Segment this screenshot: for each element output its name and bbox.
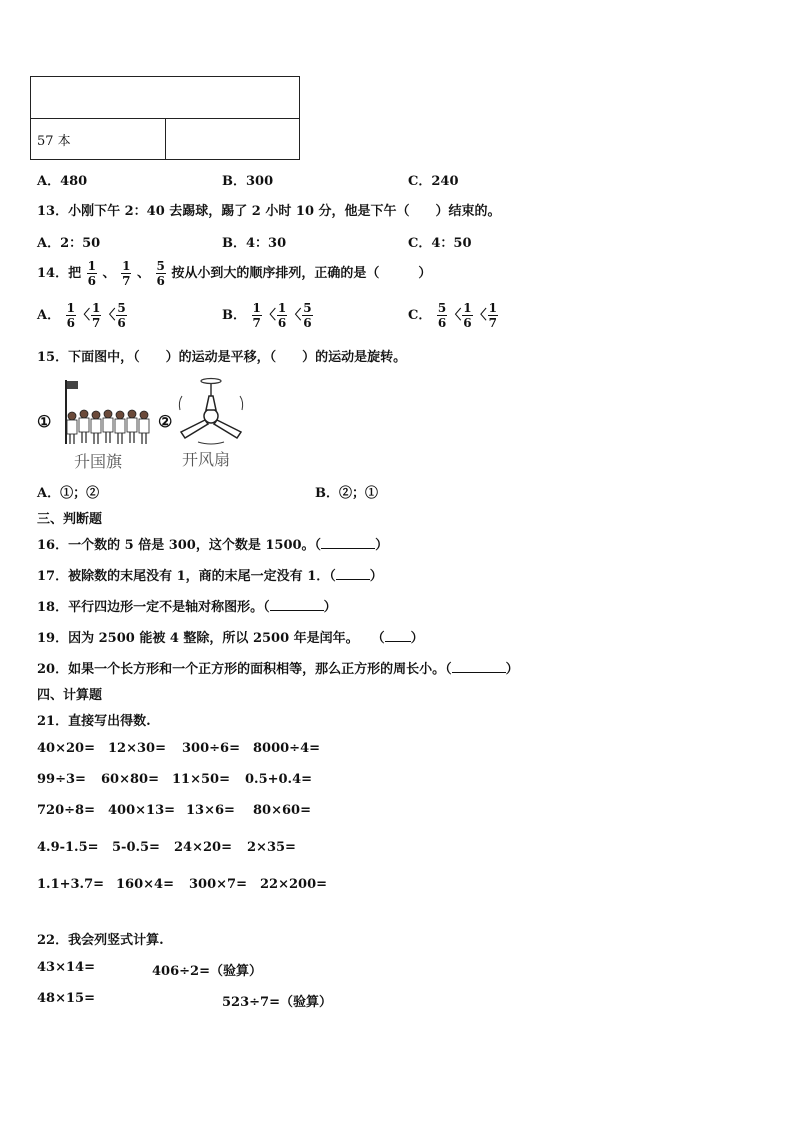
image-1-number: ① (37, 412, 52, 431)
q13-question: 13．小刚下午 2：40 去踢球，踢了 2 小时 10 分，他是下午（ ）结束的。 (37, 204, 501, 219)
q20-statement: 20．如果一个长方形和一个正方形的面积相等，那么正方形的周长小。（ ） (37, 662, 519, 677)
q18-statement: 18．平行四边形一定不是轴对称图形。（ ） (37, 600, 337, 615)
q14-option-b: B． $\frac{1}{7}$ 〈 $\frac{1}{6}$ 〈 $\frac{5}{6}$ (222, 301, 312, 330)
calc-item: 720÷8= (37, 803, 95, 818)
separator: 、 (102, 266, 116, 281)
q21-title: 21．直接写出得数. (37, 714, 151, 729)
calc-item: 40×20= (37, 741, 95, 756)
q12-option-b: B．300 (222, 174, 274, 189)
section-3-heading: 三、判断题 (37, 512, 103, 527)
calc-item: 406÷2=（验算） (152, 964, 262, 979)
calc-item: 24×20= (174, 840, 232, 855)
top-table (30, 76, 300, 160)
q17-statement: 17．被除数的末尾没有 1，商的末尾一定没有 1．（ ） (37, 569, 383, 584)
calc-item: 160×4= (116, 877, 174, 892)
q13-option-a: A．2：50 (37, 236, 101, 251)
calc-item: 300×7= (189, 877, 247, 892)
q12-option-c: C．240 (408, 174, 459, 189)
calc-item: 5-0.5= (112, 840, 160, 855)
fraction: $\frac{1}{6}$ (87, 259, 96, 288)
q14-question (37, 258, 431, 290)
calc-item: 300÷6= (182, 741, 240, 756)
fan-illustration (176, 376, 246, 444)
q15-option-a: A．①；② (37, 486, 100, 501)
calc-item: 0.5+0.4= (245, 772, 313, 787)
calc-item: 2×35= (247, 840, 296, 855)
answer-blank[interactable] (452, 660, 506, 673)
q14-option-a: A． $\frac{1}{6}$ 〈 $\frac{1}{7}$ 〈 $\frac{5}{6}$ (37, 301, 126, 330)
q15-question: 15．下面图中，（ ）的运动是平移，（ ）的运动是旋转。 (37, 350, 407, 365)
calc-item: 48×15= (37, 991, 95, 1006)
calc-item: 13×6= (186, 803, 235, 818)
fraction: $\frac{5}{6}$ (156, 259, 165, 288)
q19-statement: 19．因为 2500 能被 4 整除，所以 2500 年是闰年。 （ ） (37, 631, 424, 646)
q14-option-c: C． $\frac{5}{6}$ 〈 $\frac{1}{6}$ 〈 $\frac{1}{7}$ (408, 301, 497, 330)
table-header-cell (31, 77, 300, 119)
calc-item: 43×14= (37, 960, 95, 975)
fraction: $\frac{1}{7}$ (122, 259, 131, 288)
answer-blank[interactable] (336, 567, 370, 580)
calc-item: 8000÷4= (253, 741, 321, 756)
calc-item: 11×50= (172, 772, 230, 787)
q14-prefix: 14．把 (37, 266, 82, 281)
q13-option-c: C．4：50 (408, 236, 472, 251)
flag-raising-illustration (56, 378, 160, 446)
q14-suffix: 按从小到大的顺序排列，正确的是（ ） (171, 266, 432, 281)
image-2-number: ② (158, 412, 173, 431)
q12-option-a: A．480 (37, 174, 88, 189)
table-cell (165, 119, 300, 160)
separator: 、 (136, 266, 150, 281)
calc-item: 60×80= (101, 772, 159, 787)
calc-item: 400×13= (108, 803, 176, 818)
answer-blank[interactable] (270, 598, 324, 611)
table-cell: 57 本 (31, 119, 166, 160)
section-4-heading: 四、计算题 (37, 688, 103, 703)
calc-item: 1.1+3.7= (37, 877, 105, 892)
calc-item: 4.9-1.5= (37, 840, 99, 855)
answer-blank[interactable] (385, 629, 411, 642)
image-1-caption: 升国旗 (74, 452, 123, 471)
calc-item: 523÷7=（验算） (222, 995, 332, 1010)
calc-item: 12×30= (108, 741, 166, 756)
calc-item: 80×60= (253, 803, 311, 818)
image-2-caption: 开风扇 (182, 450, 231, 469)
answer-blank[interactable] (321, 536, 375, 549)
calc-item: 22×200= (260, 877, 328, 892)
calc-item: 99÷3= (37, 772, 86, 787)
q16-statement: 16．一个数的 5 倍是 300，这个数是 1500。（ ） (37, 538, 389, 553)
q15-option-b: B．②；① (315, 486, 378, 501)
q13-option-b: B．4：30 (222, 236, 287, 251)
q22-title: 22．我会列竖式计算. (37, 933, 164, 948)
